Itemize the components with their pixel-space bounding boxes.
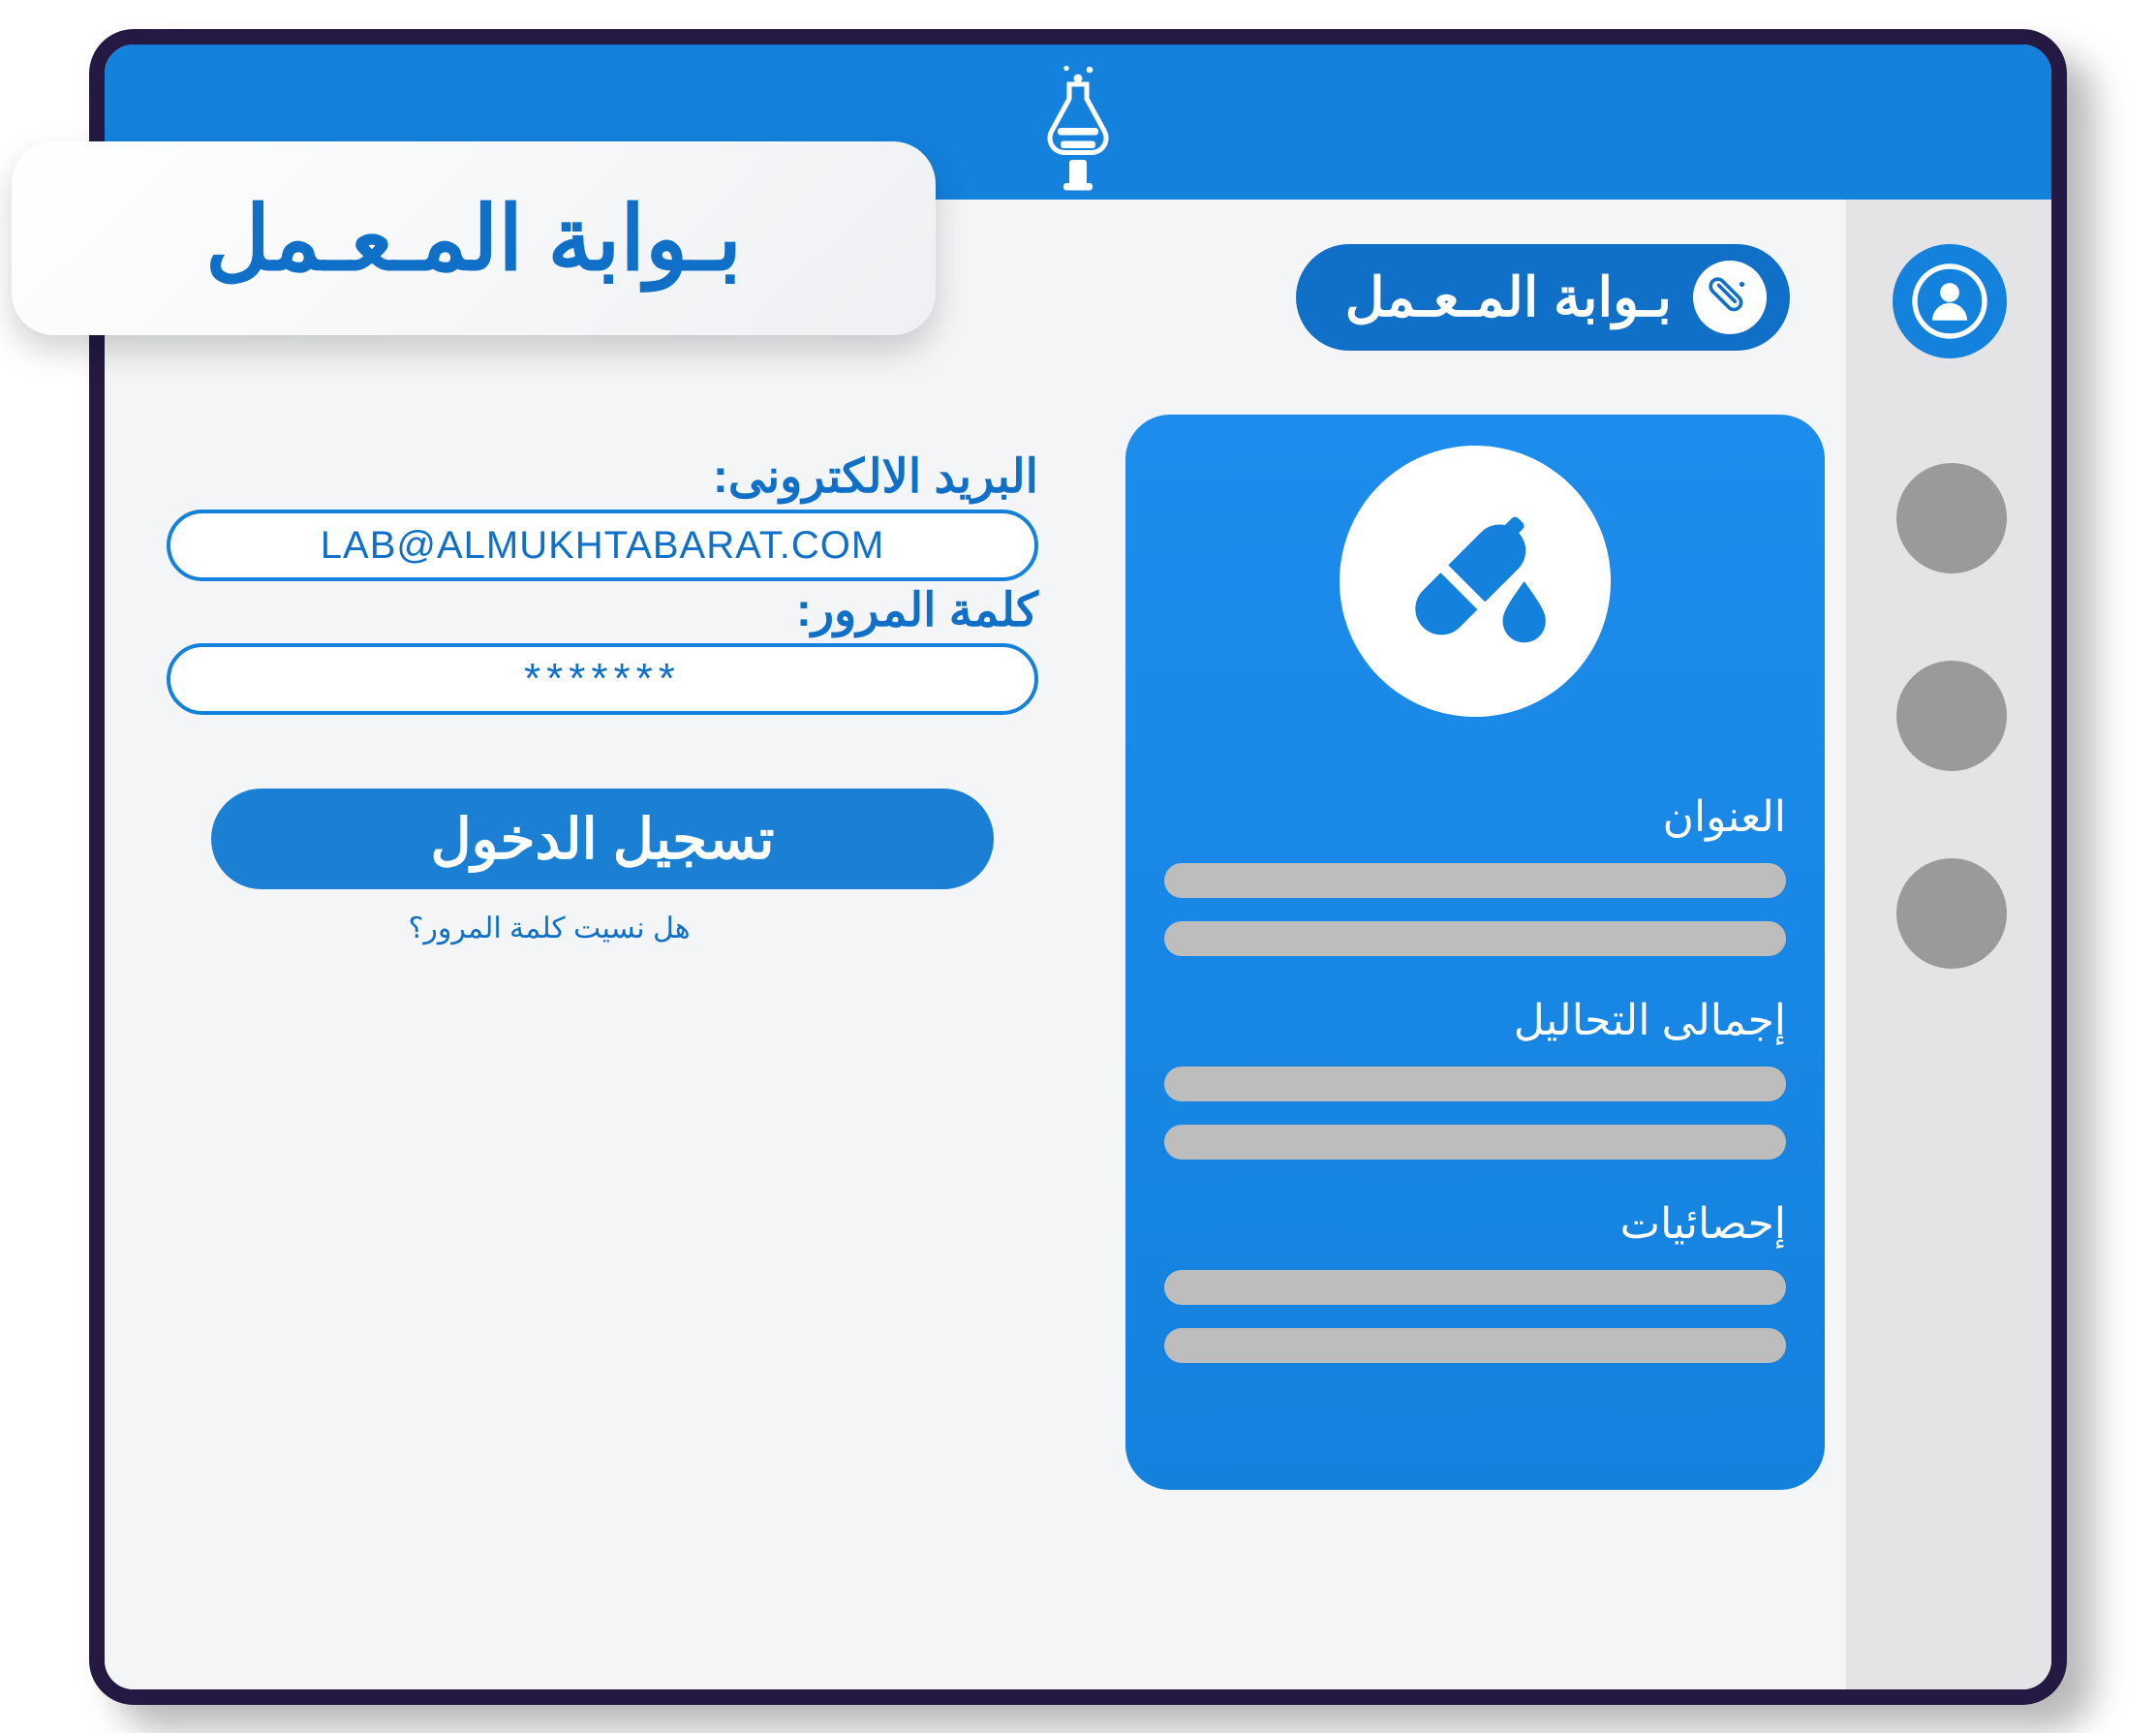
test-tube-icon [1693,261,1767,334]
card-section-address [1164,792,1786,979]
rail-placeholder-dot[interactable] [1896,463,2007,573]
placeholder-bar [1164,1270,1786,1305]
lab-info-card [1125,415,1825,1490]
portal-title-label: بـوابة المـعـمل [1344,266,1672,327]
login-button[interactable]: تسجيل الدخول [211,789,994,889]
login-form [105,200,1100,1689]
password-field[interactable] [167,643,1038,715]
floating-title-chip [12,141,936,335]
rail-placeholder-dot[interactable] [1896,858,2007,969]
email-label: البريد الالكترونى: [712,451,1038,503]
right-sidebar-rail [1846,200,2051,1689]
card-section-title: العنوان [1662,793,1786,841]
card-section-total-tests [1164,996,1786,1183]
card-section-statistics [1164,1199,1786,1386]
card-section-title: إجمالى التحاليل [1513,997,1786,1044]
placeholder-bar [1164,921,1786,956]
floating-title-text: بـوابة المـعـمل [204,189,743,289]
user-avatar-icon[interactable] [1893,244,2007,358]
placeholder-bar [1164,863,1786,898]
portal-title-pill[interactable] [1296,244,1790,351]
password-label: كلمة المرور: [795,585,1038,636]
email-field-value: LAB@ALMUKHTABARAT.COM [320,523,885,567]
forgot-password-link[interactable]: هل نسيت كلمة المرور؟ [408,913,691,944]
placeholder-bar [1164,1067,1786,1101]
rail-placeholder-dot[interactable] [1896,661,2007,771]
center-column [1100,200,1846,1689]
password-field-value: ******* [524,655,681,702]
window-body [105,200,2051,1689]
placeholder-bar [1164,1125,1786,1160]
lab-flask-logo-icon [1005,52,1151,198]
email-field[interactable] [167,510,1038,581]
placeholder-bar [1164,1328,1786,1363]
card-section-title: إحصائيات [1619,1200,1786,1248]
blood-sample-tube-icon [1340,446,1611,717]
